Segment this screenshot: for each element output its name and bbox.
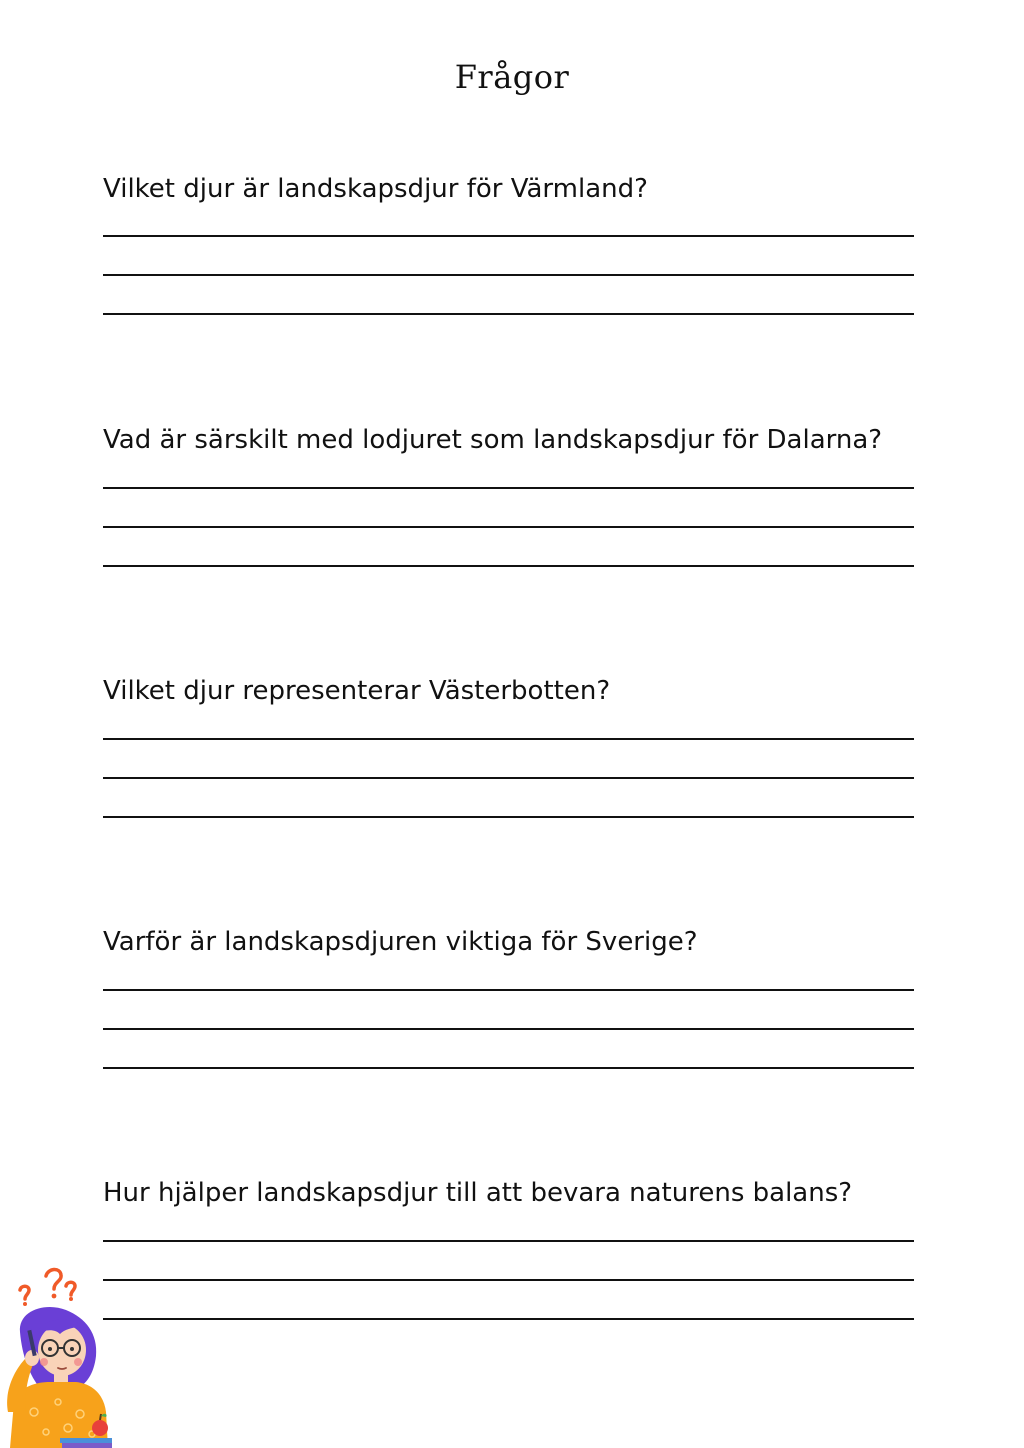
answer-line[interactable]: [103, 526, 914, 528]
answer-line[interactable]: [103, 738, 914, 740]
answer-line[interactable]: [103, 565, 914, 567]
question-text: Vad är särskilt med lodjuret som landskapsdjur för Dalarna?: [103, 425, 883, 455]
question-marks-icon: [20, 1269, 75, 1299]
answer-line[interactable]: [103, 777, 914, 779]
page-title: Frågor: [454, 58, 570, 96]
answer-line[interactable]: [103, 1318, 914, 1320]
answer-line[interactable]: [103, 487, 914, 489]
answer-line[interactable]: [103, 313, 914, 315]
answer-line[interactable]: [103, 1028, 914, 1030]
answer-line[interactable]: [103, 1240, 914, 1242]
question-text: Vilket djur är landskapsdjur för Värmland?: [103, 174, 648, 204]
answer-line[interactable]: [103, 1067, 914, 1069]
question-block-3: [103, 674, 914, 708]
question-text: Varför är landskapsdjuren viktiga för Sverige?: [103, 927, 698, 957]
answer-line[interactable]: [103, 235, 914, 237]
thinking-girl-icon: [0, 1262, 120, 1448]
question-block-1: [103, 172, 914, 206]
question-block-2: [103, 423, 914, 457]
question-block-5: [103, 1176, 914, 1210]
answer-line[interactable]: [103, 274, 914, 276]
answer-line[interactable]: [103, 1279, 914, 1281]
answer-line[interactable]: [103, 989, 914, 991]
question-text: Hur hjälper landskapsdjur till att bevara naturens balans?: [103, 1178, 853, 1208]
question-block-4: [103, 925, 914, 959]
answer-line[interactable]: [103, 816, 914, 818]
question-text: Vilket djur representerar Västerbotten?: [103, 676, 611, 706]
